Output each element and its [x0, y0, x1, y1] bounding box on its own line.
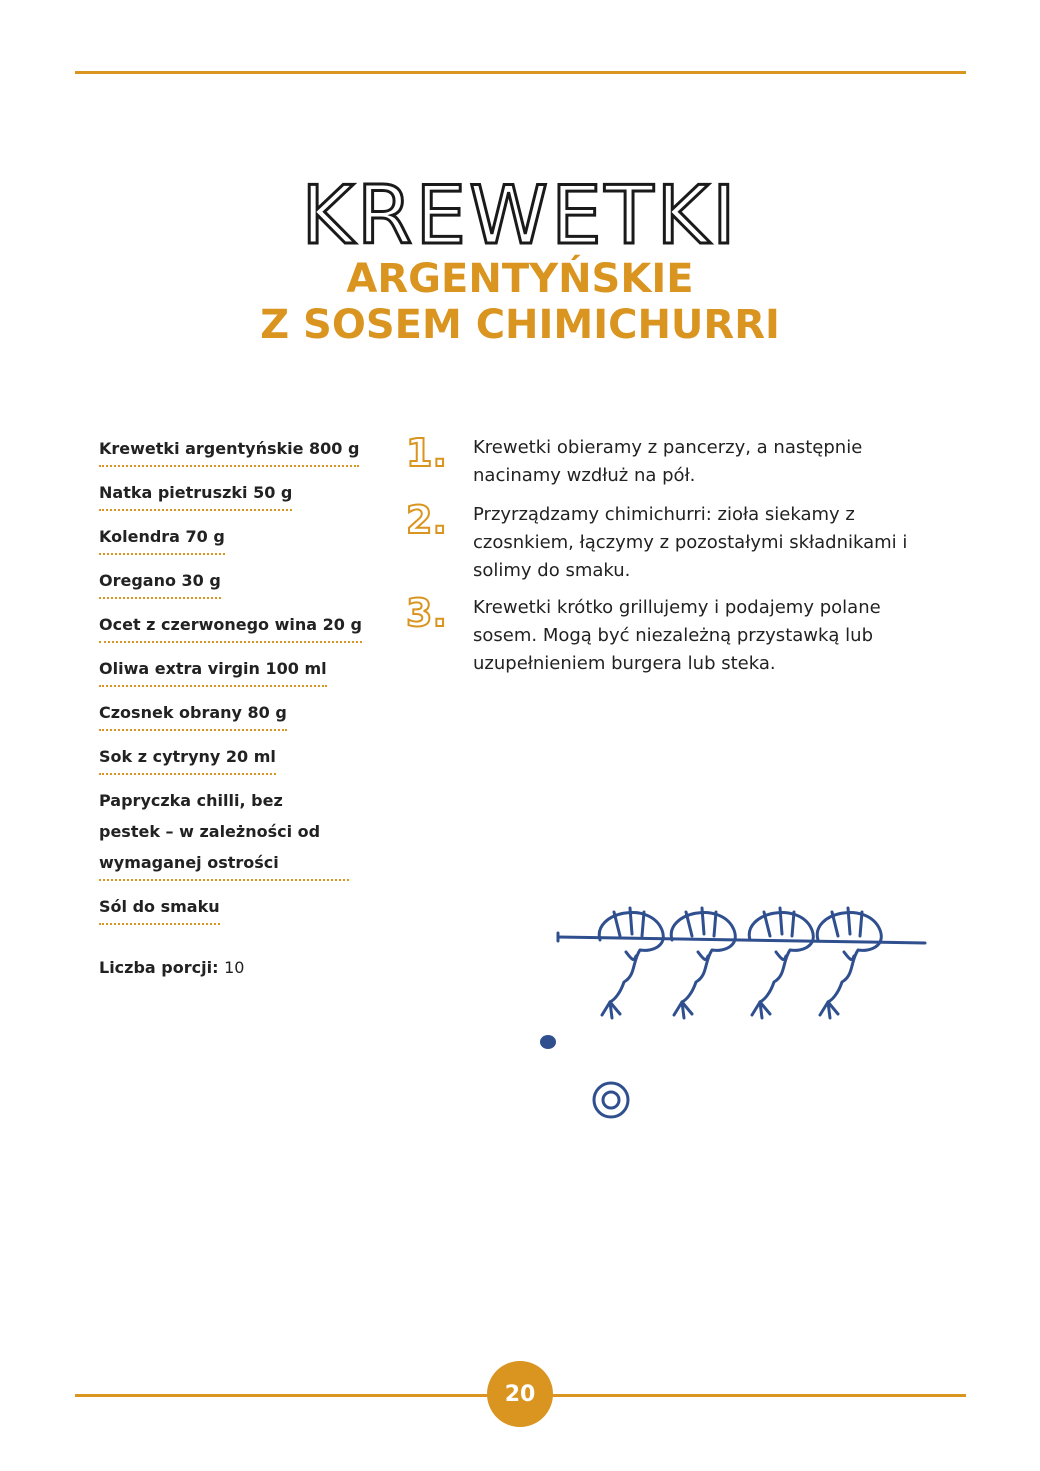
skewer-stick: [558, 937, 925, 943]
portions-value: 10: [224, 958, 245, 977]
step-item: [406, 591, 946, 678]
step-number: 1.: [406, 431, 447, 475]
step-item: [406, 431, 946, 490]
ingredient-item: Oliwa extra virgin 100 ml: [99, 653, 327, 687]
shrimp-icon: [671, 908, 735, 1018]
shrimp-icon: [749, 908, 813, 1018]
ingredient-item: Natka pietruszki 50 g: [99, 477, 292, 511]
step-text: Przyrządzamy chimichurri: zioła siekamy z czosnkiem, łączymy z pozostałymi składnikami i solimy do smaku.: [473, 504, 908, 581]
step-item: [406, 498, 946, 585]
step-text: Krewetki obieramy z pancerzy, a następnie nacinamy wzdłuż na pół.: [473, 437, 863, 486]
step-number: 3.: [406, 591, 447, 635]
top-rule: [75, 71, 966, 74]
ingredient-item: Sok z cytryny 20 ml: [99, 741, 276, 775]
ingredient-item: Ocet z czerwonego wina 20 g: [99, 609, 362, 643]
page-number-badge: 20: [487, 1361, 553, 1427]
portions: [99, 958, 244, 977]
ingredient-item: Oregano 30 g: [99, 565, 221, 599]
shrimp-skewer-illustration: [540, 890, 940, 1130]
ingredient-item: Krewetki argentyńskie 800 g: [99, 433, 359, 467]
olive-dot-icon: [540, 1035, 556, 1049]
step-list: [406, 426, 946, 674]
ingredient-item: Czosnek obrany 80 g: [99, 697, 287, 731]
recipe-subtitle-line-2: Z SOSEM CHIMICHURRI: [260, 302, 780, 348]
ingredient-list: [99, 433, 379, 935]
recipe-title: KREWETKI: [301, 169, 739, 262]
ingredient-item: Sól do smaku: [99, 891, 220, 925]
shrimp-icon: [817, 908, 881, 1018]
ingredient-item: Papryczka chilli, bez pestek – w zależności od wymaganej ostrości: [99, 785, 349, 881]
shrimp-icon: [599, 908, 663, 1018]
recipe-subtitle-line-1: ARGENTYŃSKIE: [346, 256, 694, 302]
portions-label: Liczba porcji:: [99, 958, 219, 977]
olive-ring-icon: [594, 1083, 628, 1117]
ingredient-item: Kolendra 70 g: [99, 521, 225, 555]
step-number: 2.: [406, 498, 447, 542]
step-text: Krewetki krótko grillujemy i podajemy polane sosem. Mogą być niezależną przystawką lub uzupełnieniem burgera lub steka.: [473, 597, 881, 674]
